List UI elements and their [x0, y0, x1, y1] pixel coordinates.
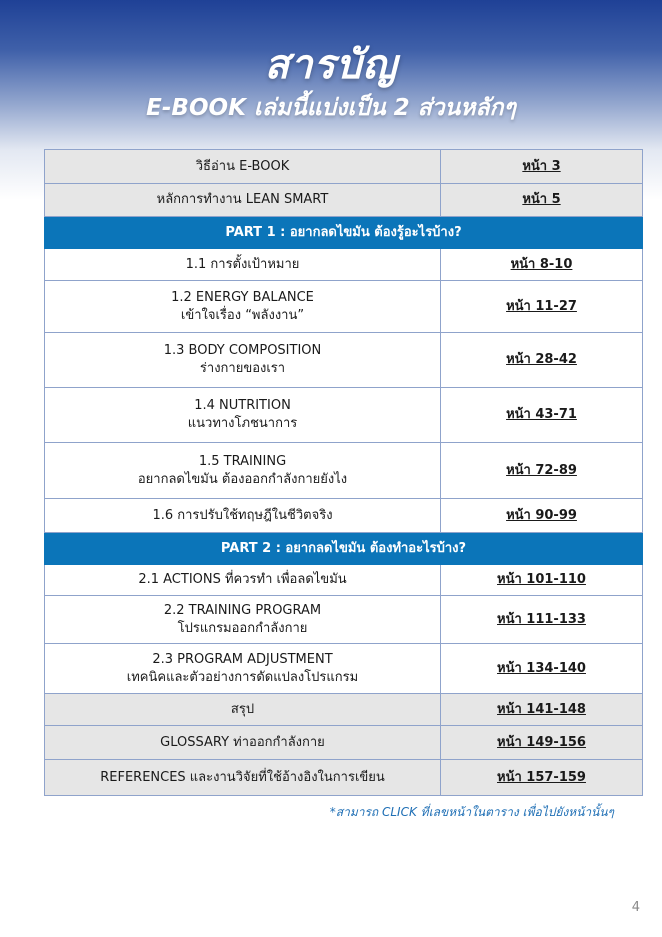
- page-link[interactable]: หน้า 3: [522, 158, 561, 174]
- table-row: [45, 694, 643, 726]
- toc-entry-page-cell: [441, 760, 643, 796]
- toc-entry-line2: โปรแกรมออกกำลังกาย: [177, 620, 308, 636]
- toc-entry-title: [45, 443, 441, 499]
- toc-entry-line1: 1.4 NUTRITION: [194, 398, 291, 413]
- toc-entry-title: [45, 388, 441, 443]
- page-title: สารบัญ: [264, 42, 398, 88]
- page-subtitle: E-BOOK เล่มนี้แบ่งเป็น 2 ส่วนหลักๆ: [146, 95, 516, 121]
- toc-entry-line2: อยากลดไขมัน ต้องออกกำลังกายยังไง: [137, 471, 348, 487]
- toc-entry-line1: สรุป: [230, 701, 255, 717]
- toc-entry-title: [45, 726, 441, 760]
- section-header-row: [45, 217, 643, 249]
- table-row: [45, 150, 643, 184]
- toc-entry-page-cell: [441, 443, 643, 499]
- toc-entry-line1: 2.1 ACTIONS ที่ควรทำ เพื่อลดไขมัน: [138, 572, 347, 587]
- page-link[interactable]: หน้า 141-148: [497, 701, 586, 717]
- table-row: [45, 249, 643, 281]
- page-link[interactable]: หน้า 8-10: [510, 256, 573, 272]
- page-link[interactable]: หน้า 90-99: [506, 507, 577, 523]
- toc-entry-line1: 1.6 การปรับใช้ทฤษฎีในชีวิตจริง: [152, 507, 333, 523]
- toc-entry-line2: เทคนิคและตัวอย่างการดัดแปลงโปรแกรม: [126, 669, 359, 685]
- page-link[interactable]: หน้า 28-42: [506, 352, 577, 367]
- table-row: [45, 726, 643, 760]
- toc-entry-line1: 1.2 ENERGY BALANCE: [171, 289, 314, 305]
- toc-table: [44, 149, 643, 796]
- table-row: [45, 596, 643, 644]
- page-link[interactable]: หน้า 101-110: [497, 572, 586, 587]
- toc-entry-page-cell: [441, 249, 643, 281]
- table-row: [45, 388, 643, 443]
- page-link[interactable]: หน้า 111-133: [497, 611, 586, 627]
- table-row: [45, 443, 643, 499]
- page-link[interactable]: หน้า 134-140: [497, 660, 586, 676]
- toc-entry-line1: หลักการทำงาน LEAN SMART: [156, 192, 329, 207]
- toc-entry-page-cell: [441, 150, 643, 184]
- toc-entry-page-cell: [441, 388, 643, 443]
- toc-entry-page-cell: [441, 694, 643, 726]
- toc-entry-title: [45, 333, 441, 388]
- toc-entry-line2: ร่างกายของเรา: [199, 361, 286, 376]
- toc-entry-title: [45, 150, 441, 184]
- toc-entry-page-cell: [441, 726, 643, 760]
- toc-entry-title: [45, 499, 441, 533]
- toc-entry-title: [45, 596, 441, 644]
- page-link[interactable]: หน้า 5: [522, 192, 561, 207]
- toc-entry-page-cell: [441, 644, 643, 694]
- toc-entry-page-cell: [441, 499, 643, 533]
- toc-entry-line1: REFERENCES และงานวิจัยที่ใช้อ้างอิงในการเขียน: [100, 769, 385, 785]
- table-row: [45, 565, 643, 596]
- page-link[interactable]: หน้า 149-156: [497, 734, 586, 750]
- toc-entry-title: [45, 644, 441, 694]
- table-row: [45, 760, 643, 796]
- section-header-row: [45, 533, 643, 565]
- toc-entry-line1: 1.3 BODY COMPOSITION: [163, 343, 322, 358]
- page-link[interactable]: หน้า 11-27: [506, 298, 577, 314]
- table-row: [45, 644, 643, 694]
- table-row: [45, 184, 643, 217]
- toc-entry-line1: 1.1 การตั้งเป้าหมาย: [185, 256, 300, 272]
- page-link[interactable]: หน้า 72-89: [506, 462, 577, 478]
- toc-entry-line1: 1.5 TRAINING: [198, 453, 287, 469]
- toc-entry-title: [45, 249, 441, 281]
- page-number: 4: [631, 900, 640, 915]
- click-note: *สามารถ CLICK ที่เลขหน้าในตาราง เพื่อไปยังหน้านั้นๆ: [329, 805, 614, 819]
- section-header: PART 2 : อยากลดไขมัน ต้องทำอะไรบ้าง?: [45, 533, 643, 565]
- toc-entry-line2: แนวทางโภชนาการ: [187, 416, 298, 431]
- toc-entry-page-cell: [441, 596, 643, 644]
- page-link[interactable]: หน้า 43-71: [506, 407, 577, 422]
- table-row: [45, 333, 643, 388]
- toc-entry-page-cell: [441, 565, 643, 596]
- toc-entry-line1: 2.3 PROGRAM ADJUSTMENT: [152, 651, 333, 667]
- toc-entry-line2: เข้าใจเรื่อง “พลังงาน”: [180, 307, 305, 323]
- toc-entry-line1: วิธีอ่าน E-BOOK: [195, 158, 290, 174]
- toc-entry-page-cell: [441, 333, 643, 388]
- toc-entry-line1: GLOSSARY ท่าออกกำลังกาย: [160, 734, 325, 750]
- section-header: PART 1 : อยากลดไขมัน ต้องรู้อะไรบ้าง?: [45, 217, 643, 249]
- toc-entry-title: [45, 694, 441, 726]
- toc-entry-page-cell: [441, 184, 643, 217]
- table-row: [45, 499, 643, 533]
- toc-entry-title: [45, 565, 441, 596]
- toc-entry-page-cell: [441, 281, 643, 333]
- toc-entry-title: [45, 281, 441, 333]
- page-link[interactable]: หน้า 157-159: [497, 769, 586, 785]
- table-row: [45, 281, 643, 333]
- toc-entry-title: [45, 760, 441, 796]
- toc-entry-line1: 2.2 TRAINING PROGRAM: [163, 602, 322, 618]
- toc-entry-title: [45, 184, 441, 217]
